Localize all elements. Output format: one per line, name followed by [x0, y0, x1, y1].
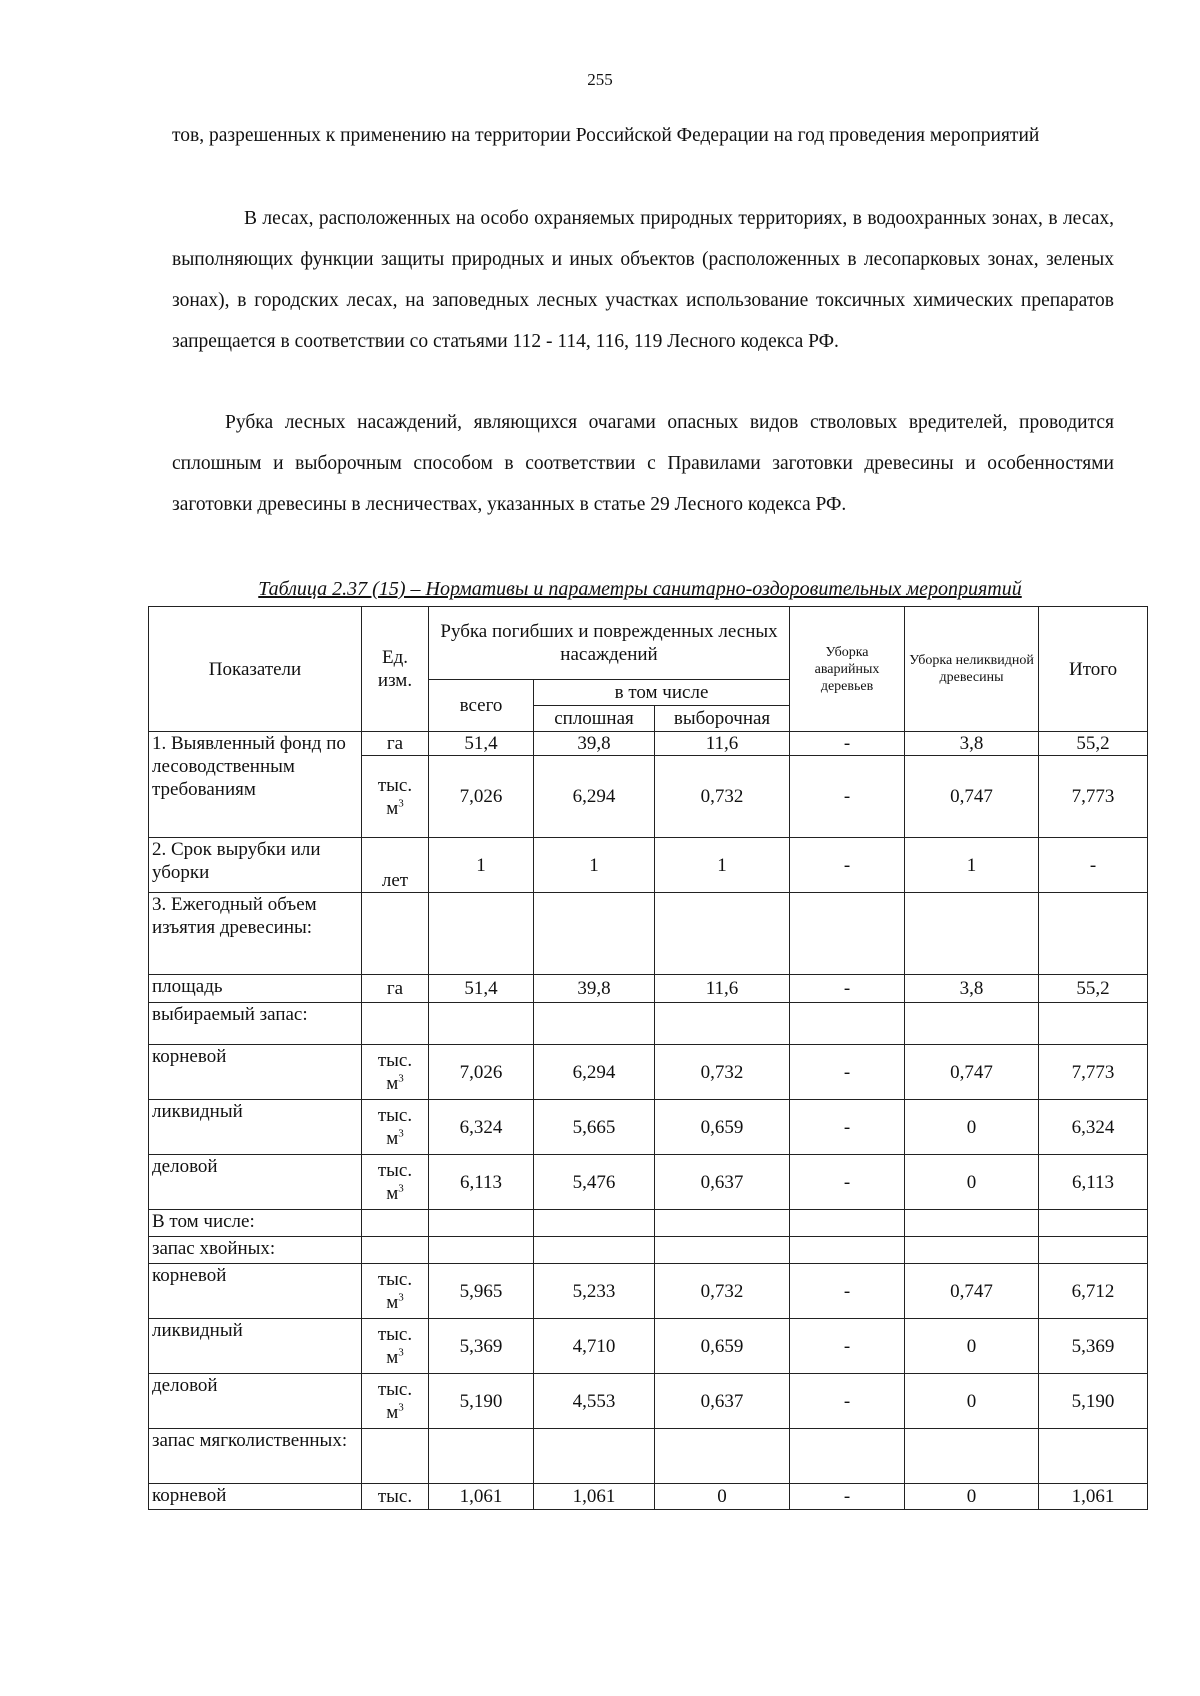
table-caption: Таблица 2.37 (15) – Нормативы и параметры санитарно-оздоровительных мероприятий [258, 578, 1022, 600]
value-cell: 4,553 [534, 1374, 655, 1429]
row-label-liquid: ликвидный [149, 1100, 362, 1155]
header-indicators: Показатели [149, 607, 362, 732]
header-emergency-trees: Уборка аварийных деревьев [790, 607, 905, 732]
value-cell: 0,747 [905, 1045, 1039, 1100]
header-selective: выборочная [655, 706, 790, 732]
unit-cell: тыс. $м^3$ [362, 1100, 429, 1155]
value-cell: 0,659 [655, 1319, 790, 1374]
value-cell: 5,369 [429, 1319, 534, 1374]
value-cell: 0,732 [655, 756, 790, 838]
row-label-including: В том числе: [149, 1210, 362, 1237]
value-cell: 7,026 [429, 1045, 534, 1100]
value-cell: 1 [655, 838, 790, 893]
paragraph-protected-forests: В лесах, расположенных на особо охраняемых природных территориях, в водоохранных зонах, в лесах, выполняющих функции защиты природных и иных объектов (расположенных в лесопарковых зонах, зеленых зонах), в городских лесах, на заповедных лесных участках использование токсичных химических препаратов запрещается в соответствии со статьями 112 - 114, 116, 119 Лесного кодекса РФ. [172, 208, 1114, 352]
sanitary-measures-table [148, 606, 1148, 1510]
value-cell: 5,369 [1039, 1319, 1148, 1374]
row-label-area: площадь [149, 975, 362, 1003]
value-cell: - [790, 838, 905, 893]
header-unit: Ед. изм. [362, 607, 429, 732]
value-cell: - [790, 1100, 905, 1155]
value-cell: - [790, 1374, 905, 1429]
row-label-softwood: запас мягколиственных: [149, 1429, 362, 1484]
value-cell: 1 [534, 838, 655, 893]
value-cell: 11,6 [655, 975, 790, 1003]
value-cell: 6,113 [429, 1155, 534, 1210]
value-cell: 7,026 [429, 756, 534, 838]
value-cell: - [790, 732, 905, 756]
value-cell: - [790, 1264, 905, 1319]
row-label-conifer-root: корневой [149, 1264, 362, 1319]
value-cell: 0 [905, 1319, 1039, 1374]
value-cell: 5,190 [1039, 1374, 1148, 1429]
header-felling-group: Рубка погибших и поврежденных лесных насаждений [429, 607, 790, 680]
value-cell: - [790, 1045, 905, 1100]
header-nonliquid-wood: Уборка неликвидной древесины [905, 607, 1039, 732]
value-cell: 0 [905, 1155, 1039, 1210]
row-label-identified-fund: 1. Выявленный фонд по лесоводственным требованиям [149, 732, 362, 838]
value-cell: 39,8 [534, 975, 655, 1003]
value-cell: 0,732 [655, 1045, 790, 1100]
row-label-softwood-root: корневой [149, 1484, 362, 1510]
unit-cell: тыс. $м^3$ [362, 1155, 429, 1210]
value-cell: 5,190 [429, 1374, 534, 1429]
value-cell: 3,8 [905, 975, 1039, 1003]
paragraph-felling: Рубка лесных насаждений, являющихся очагами опасных видов стволовых вредителей, проводится сплошным и выборочным способом в соответствии с Правилами заготовки древесины и особенностями заготовки древесины в лесничествах, указанных в статье 29 Лесного кодекса РФ. [172, 412, 1114, 515]
row-label-stock: выбираемый запас: [149, 1003, 362, 1045]
value-cell: 55,2 [1039, 975, 1148, 1003]
value-cell: - [790, 756, 905, 838]
value-cell: 0,732 [655, 1264, 790, 1319]
value-cell: - [790, 1319, 905, 1374]
value-cell: 6,294 [534, 1045, 655, 1100]
value-cell: 1,061 [1039, 1484, 1148, 1510]
value-cell: - [790, 975, 905, 1003]
row-label-root: корневой [149, 1045, 362, 1100]
value-cell: 4,710 [534, 1319, 655, 1374]
unit-cell: тыс. $м^3$ [362, 1045, 429, 1100]
value-cell: 11,6 [655, 732, 790, 756]
value-cell: 3,8 [905, 732, 1039, 756]
row-label-conifer: запас хвойных: [149, 1237, 362, 1264]
value-cell: 0,637 [655, 1155, 790, 1210]
row-label-cutting-period: 2. Срок вырубки или уборки [149, 838, 362, 893]
value-cell: 0 [905, 1100, 1039, 1155]
unit-cell: тыс. $м^3$ [362, 756, 429, 838]
header-grand-total: Итого [1039, 607, 1148, 732]
value-cell: 7,773 [1039, 1045, 1148, 1100]
value-cell: - [1039, 838, 1148, 893]
row-label-annual-volume: 3. Ежегодный объем изъятия древесины: [149, 893, 362, 975]
unit-cell: лет [362, 838, 429, 893]
unit-cell: тыс. $м^3$ [362, 1374, 429, 1429]
value-cell: 5,965 [429, 1264, 534, 1319]
value-cell: - [790, 1155, 905, 1210]
value-cell: 7,773 [1039, 756, 1148, 838]
unit-cell: га [362, 732, 429, 756]
row-label-conifer-business: деловой [149, 1374, 362, 1429]
value-cell: 0 [905, 1484, 1039, 1510]
header-clear: сплошная [534, 706, 655, 732]
page-number: 255 [587, 70, 613, 89]
value-cell: 0 [655, 1484, 790, 1510]
value-cell: 6,113 [1039, 1155, 1148, 1210]
value-cell: 0,747 [905, 756, 1039, 838]
value-cell: 0,747 [905, 1264, 1039, 1319]
value-cell: 1 [429, 838, 534, 893]
value-cell: 55,2 [1039, 732, 1148, 756]
value-cell: 6,712 [1039, 1264, 1148, 1319]
value-cell: 0,637 [655, 1374, 790, 1429]
value-cell: 1,061 [429, 1484, 534, 1510]
value-cell: 51,4 [429, 975, 534, 1003]
value-cell: 5,665 [534, 1100, 655, 1155]
value-cell: 6,324 [429, 1100, 534, 1155]
value-cell: - [790, 1484, 905, 1510]
value-cell: 6,294 [534, 756, 655, 838]
row-label-business: деловой [149, 1155, 362, 1210]
header-including: в том числе [534, 680, 790, 706]
value-cell: 51,4 [429, 732, 534, 756]
unit-cell: тыс. $м^3$ [362, 1264, 429, 1319]
value-cell: 39,8 [534, 732, 655, 756]
row-label-conifer-liquid: ликвидный [149, 1319, 362, 1374]
value-cell: 1 [905, 838, 1039, 893]
value-cell: 5,476 [534, 1155, 655, 1210]
header-total-felling: всего [429, 680, 534, 732]
value-cell: 5,233 [534, 1264, 655, 1319]
value-cell: 0,659 [655, 1100, 790, 1155]
unit-cell: тыс. $м^3$ [362, 1319, 429, 1374]
value-cell: 0 [905, 1374, 1039, 1429]
unit-cell: га [362, 975, 429, 1003]
value-cell: 6,324 [1039, 1100, 1148, 1155]
unit-cell: тыс. [362, 1484, 429, 1510]
value-cell: 1,061 [534, 1484, 655, 1510]
paragraph-continuation: тов, разрешенных к применению на территории Российской Федерации на год проведения мероприятий [172, 125, 1040, 146]
